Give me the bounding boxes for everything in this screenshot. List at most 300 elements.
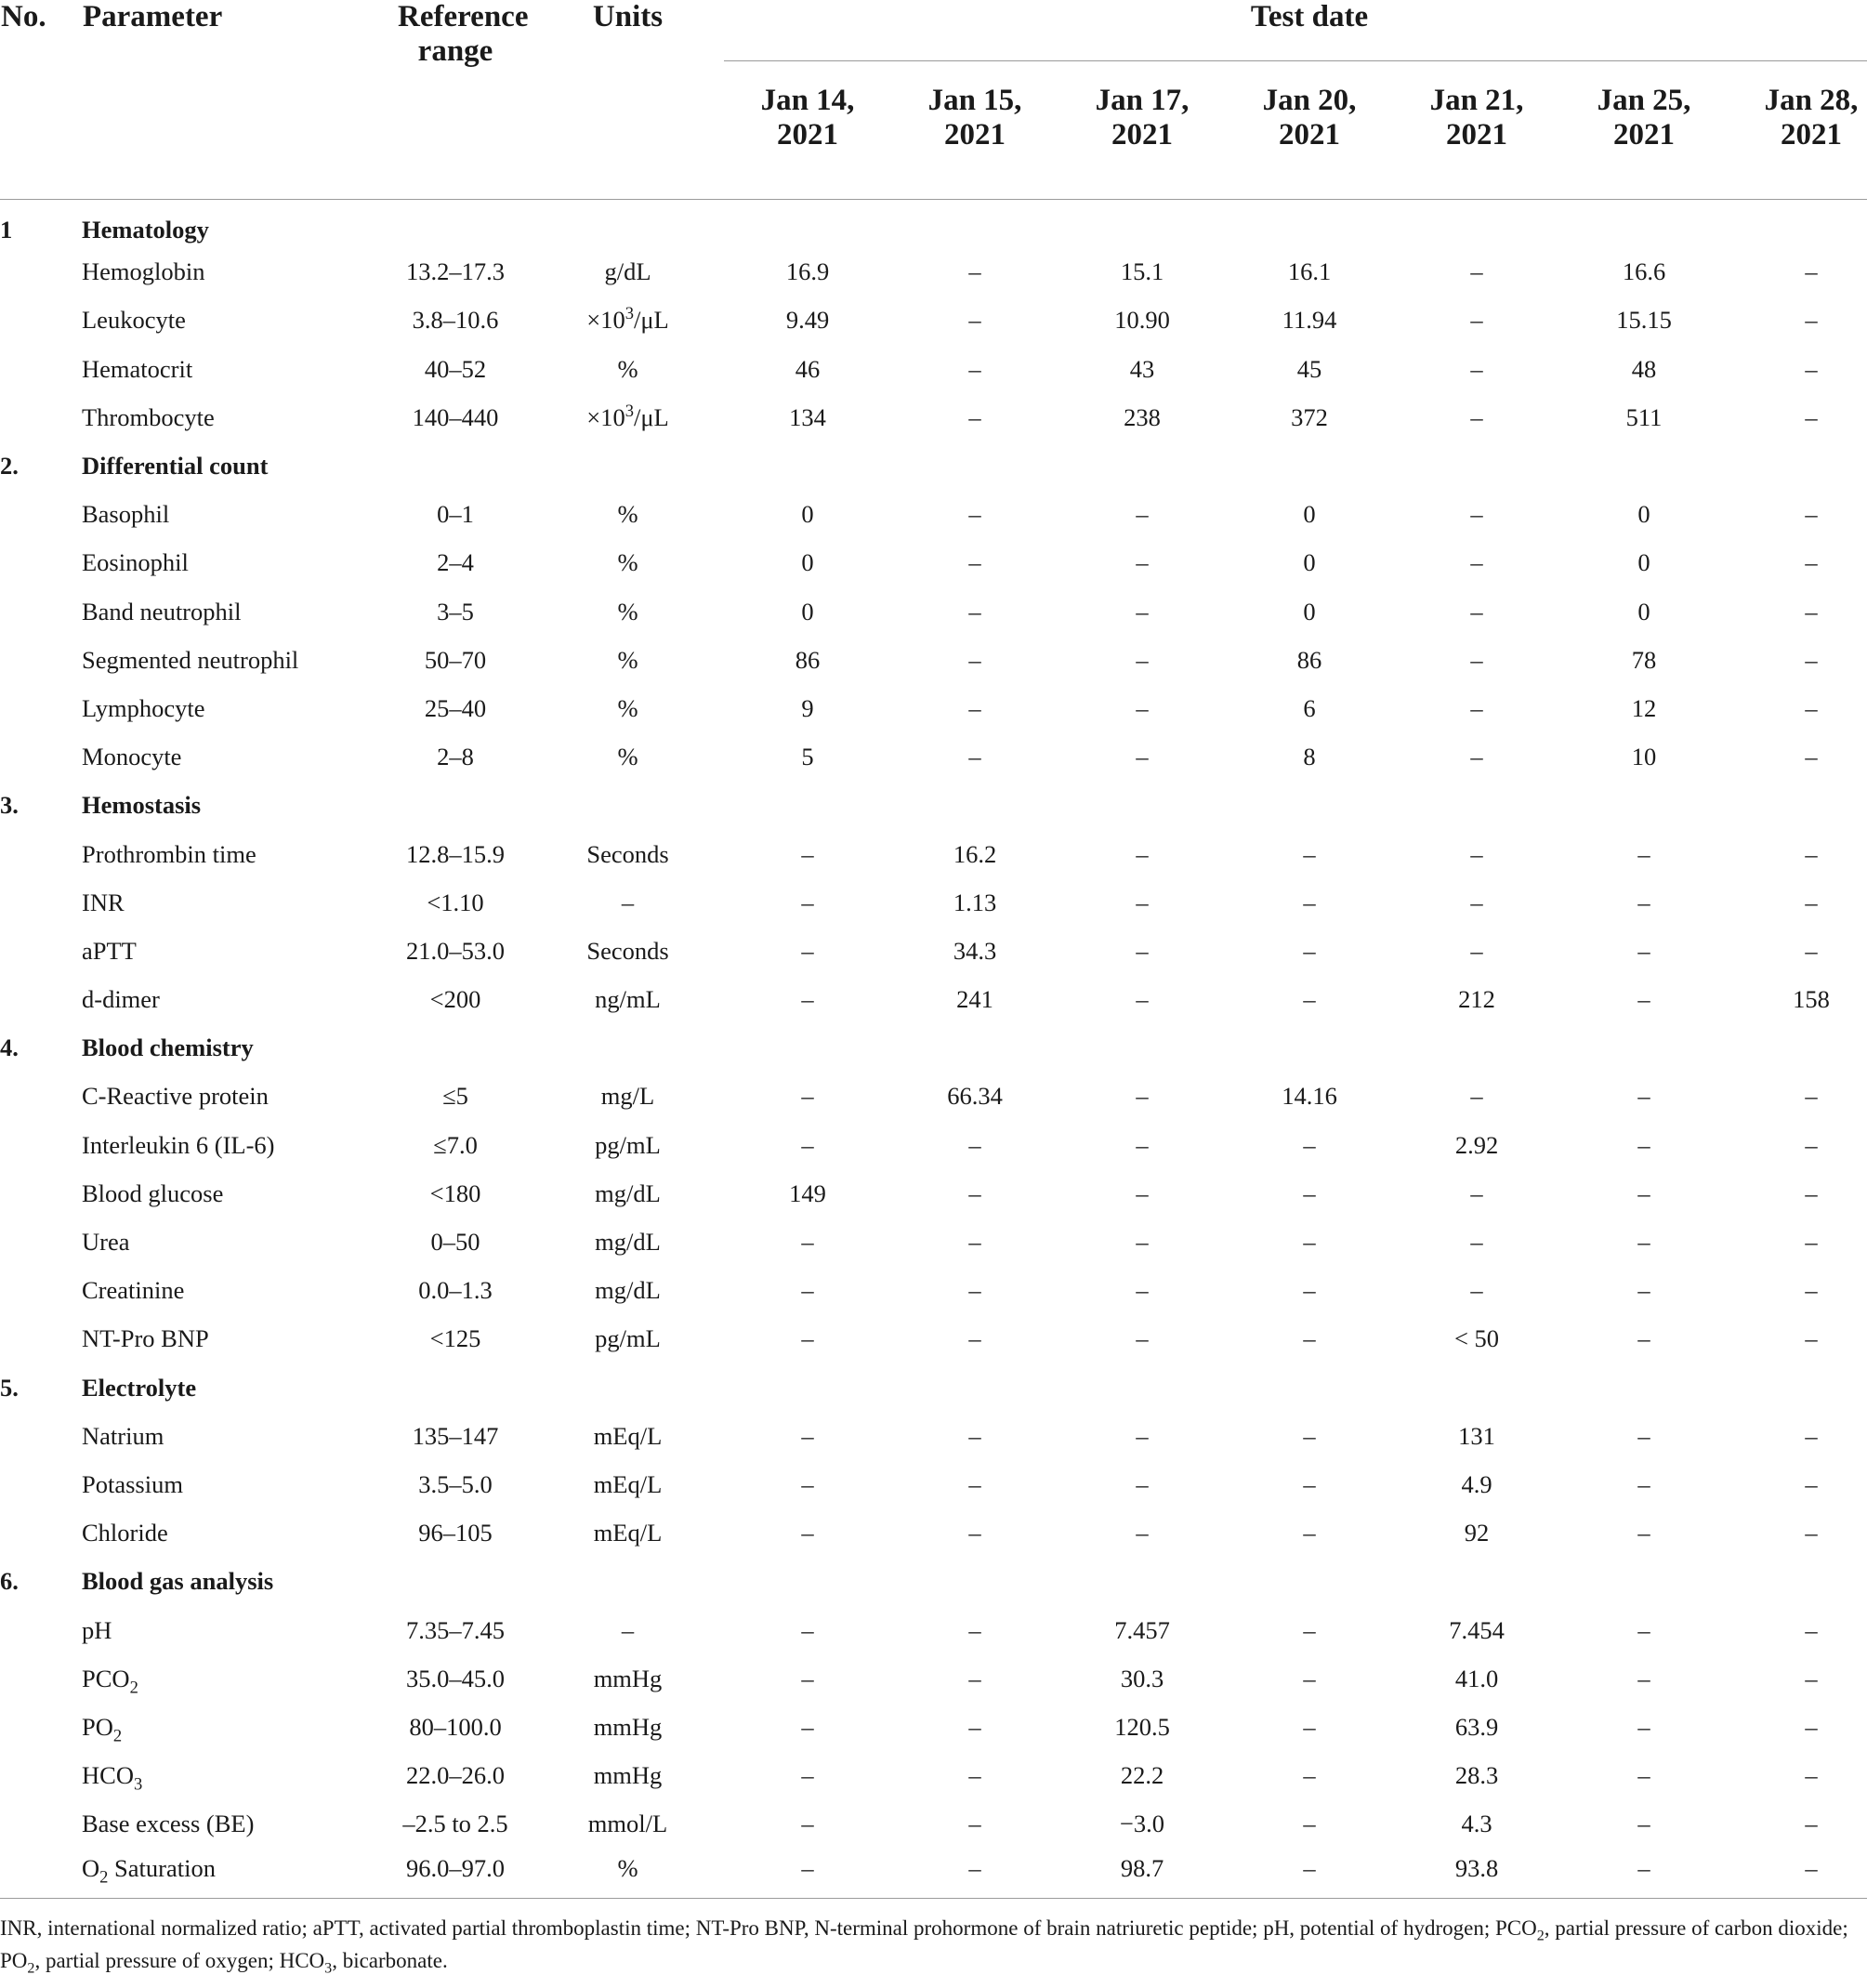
- value-cell: –: [1637, 1421, 1650, 1450]
- value-cell: 0: [801, 548, 814, 577]
- table-row: [0, 539, 1867, 587]
- value-cell: –: [1470, 888, 1483, 916]
- row-number: [0, 976, 82, 1024]
- value-cell: –: [1637, 1664, 1650, 1692]
- row-number: [0, 539, 82, 587]
- units-cell: %: [617, 354, 638, 383]
- value-cell: –: [1470, 306, 1483, 335]
- value-cell: –: [1470, 500, 1483, 529]
- header-date: Jan 21, 2021: [1393, 61, 1560, 200]
- value-cell: –: [1303, 1130, 1316, 1159]
- reference-range-cell: 96.0–97.0: [406, 1854, 505, 1883]
- section-row: [0, 441, 1867, 490]
- value-cell: –: [1303, 1421, 1316, 1450]
- reference-range-cell: 7.35–7.45: [406, 1615, 505, 1644]
- value-cell: 78: [1631, 645, 1657, 674]
- value-cell: –: [1637, 839, 1650, 868]
- units-cell: $\times 10^3/\mu L$: [586, 402, 669, 431]
- units-cell: %: [617, 500, 638, 529]
- value-cell: –: [801, 985, 814, 1014]
- table-row: [0, 587, 1867, 636]
- table-row: [0, 1752, 1867, 1800]
- value-cell: 93.8: [1454, 1854, 1499, 1883]
- row-number: [0, 927, 82, 975]
- value-cell: –: [1303, 936, 1316, 965]
- value-cell: –: [1805, 257, 1818, 286]
- units-cell: %: [617, 597, 638, 625]
- value-cell: –: [968, 645, 981, 674]
- value-cell: –: [1303, 1712, 1316, 1741]
- table-row: [0, 1412, 1867, 1460]
- value-cell: 4.9: [1461, 1469, 1492, 1498]
- parameter-cell: $O_2$ Saturation: [82, 1854, 216, 1888]
- value-cell: –: [1805, 1712, 1818, 1741]
- value-cell: 7.457: [1114, 1615, 1170, 1644]
- value-cell: 149: [789, 1178, 826, 1207]
- reference-range-cell: 96–105: [418, 1519, 493, 1547]
- value-cell: 16.6: [1622, 257, 1666, 286]
- value-cell: 2.92: [1454, 1130, 1499, 1159]
- section-title: Differential count: [82, 452, 269, 481]
- reference-range-cell: <125: [429, 1324, 481, 1353]
- units-cell: mmHg: [593, 1712, 663, 1741]
- reference-range-cell: 2–8: [437, 743, 474, 771]
- value-cell: –: [1136, 743, 1149, 771]
- value-cell: –: [1303, 888, 1316, 916]
- row-number: [0, 830, 82, 878]
- header-no: No.: [0, 0, 82, 200]
- value-cell: –: [1637, 1810, 1650, 1838]
- section-row: [0, 782, 1867, 830]
- value-cell: 30.3: [1120, 1664, 1164, 1692]
- table-row: [0, 1606, 1867, 1654]
- row-number: [0, 1460, 82, 1508]
- value-cell: 0: [1303, 548, 1316, 577]
- value-cell: –: [968, 743, 981, 771]
- parameter-cell: d-dimer: [82, 985, 160, 1014]
- row-number: [0, 1073, 82, 1121]
- reference-range-cell: 80–100.0: [409, 1712, 502, 1741]
- reference-range-cell: <180: [429, 1178, 481, 1207]
- parameter-cell: Lymphocyte: [82, 693, 205, 722]
- value-cell: –: [1637, 1712, 1650, 1741]
- value-cell: –: [1805, 1615, 1818, 1644]
- section-row: [0, 1363, 1867, 1412]
- value-cell: –: [1637, 1130, 1650, 1159]
- value-cell: –: [968, 548, 981, 577]
- value-cell: –: [968, 693, 981, 722]
- table-row: [0, 1654, 1867, 1703]
- table-row: [0, 248, 1867, 296]
- value-cell: 14.16: [1282, 1082, 1337, 1111]
- value-cell: –: [1805, 1469, 1818, 1498]
- value-cell: –: [1805, 1228, 1818, 1257]
- header-date: Jan 28, 2021: [1728, 61, 1867, 200]
- row-number: [0, 1509, 82, 1558]
- value-cell: 1.13: [953, 888, 997, 916]
- value-cell: 8: [1303, 743, 1316, 771]
- reference-range-cell: 135–147: [412, 1421, 499, 1450]
- section-row: [0, 200, 1867, 248]
- units-cell: –: [621, 1615, 635, 1644]
- row-number: [0, 296, 82, 345]
- section-title: Hemostasis: [82, 791, 202, 820]
- value-cell: 28.3: [1454, 1761, 1499, 1790]
- reference-range-cell: –2.5 to 2.5: [402, 1810, 508, 1838]
- value-cell: 0: [1637, 548, 1650, 577]
- reference-range-cell: 25–40: [424, 693, 487, 722]
- row-number: [0, 248, 82, 296]
- value-cell: 0: [1637, 500, 1650, 529]
- units-cell: %: [617, 743, 638, 771]
- value-cell: –: [1136, 1469, 1149, 1498]
- value-cell: –: [1805, 548, 1818, 577]
- value-cell: –: [1136, 985, 1149, 1014]
- value-cell: –: [1805, 888, 1818, 916]
- table-row: [0, 733, 1867, 782]
- section-number: 2.: [0, 452, 19, 481]
- value-cell: –: [1136, 1276, 1149, 1305]
- value-cell: –: [1136, 1082, 1149, 1111]
- value-cell: –: [1805, 306, 1818, 335]
- reference-range-cell: 21.0–53.0: [406, 936, 505, 965]
- parameter-cell: Base excess (BE): [82, 1810, 255, 1838]
- value-cell: –: [1303, 1276, 1316, 1305]
- value-cell: 86: [795, 645, 821, 674]
- table-row: [0, 1315, 1867, 1363]
- parameter-cell: $PO_2$: [82, 1712, 123, 1746]
- row-number: [0, 1849, 82, 1897]
- parameter-cell: Interleukin 6 (IL-6): [82, 1130, 275, 1159]
- value-cell: –: [1805, 402, 1818, 431]
- value-cell: –: [968, 1178, 981, 1207]
- table-row: [0, 636, 1867, 684]
- table-row: [0, 1121, 1867, 1169]
- value-cell: –: [968, 306, 981, 335]
- value-cell: –: [1136, 645, 1149, 674]
- value-cell: 43: [1129, 354, 1155, 383]
- parameter-cell: Band neutrophil: [82, 597, 242, 625]
- reference-range-cell: <200: [429, 985, 481, 1014]
- table-row: [0, 1073, 1867, 1121]
- value-cell: –: [1136, 888, 1149, 916]
- reference-range-cell: 13.2–17.3: [406, 257, 505, 286]
- value-cell: –: [1637, 1178, 1650, 1207]
- value-cell: –: [1805, 743, 1818, 771]
- value-cell: 11.94: [1282, 306, 1337, 335]
- parameter-cell: C-Reactive protein: [82, 1082, 269, 1111]
- units-cell: –: [621, 888, 635, 916]
- row-number: [0, 1412, 82, 1460]
- parameter-cell: Leukocyte: [82, 306, 186, 335]
- section-row: [0, 1024, 1867, 1073]
- row-number: [0, 636, 82, 684]
- row-number: [0, 733, 82, 782]
- parameter-cell: INR: [82, 888, 125, 916]
- section-row: [0, 1558, 1867, 1606]
- value-cell: –: [968, 1324, 981, 1353]
- parameter-cell: $PCO_2$: [82, 1664, 138, 1698]
- value-cell: –: [1470, 1276, 1483, 1305]
- value-cell: –: [968, 1810, 981, 1838]
- value-cell: –: [1136, 1519, 1149, 1547]
- value-cell: –: [1470, 354, 1483, 383]
- table-row: [0, 878, 1867, 927]
- table-row: [0, 1218, 1867, 1266]
- value-cell: –: [1303, 1761, 1316, 1790]
- row-number: [0, 393, 82, 441]
- value-cell: 16.2: [953, 839, 997, 868]
- units-cell: $\times 10^3/\mu L$: [586, 304, 669, 335]
- parameter-cell: Blood glucose: [82, 1178, 224, 1207]
- reference-range-cell: 0.0–1.3: [418, 1276, 493, 1305]
- value-cell: 134: [789, 402, 826, 431]
- value-cell: 86: [1296, 645, 1322, 674]
- value-cell: –: [1805, 1178, 1818, 1207]
- value-cell: –: [801, 1761, 814, 1790]
- value-cell: –: [1470, 1178, 1483, 1207]
- value-cell: –: [1136, 936, 1149, 965]
- value-cell: –: [1637, 985, 1650, 1014]
- units-cell: g/dL: [604, 257, 651, 286]
- value-cell: –: [1470, 645, 1483, 674]
- units-cell: mmHg: [593, 1664, 663, 1692]
- value-cell: 66.34: [947, 1082, 1003, 1111]
- value-cell: –: [1470, 597, 1483, 625]
- reference-range-cell: 3.8–10.6: [412, 306, 499, 335]
- row-number: [0, 1267, 82, 1315]
- reference-range-cell: 3.5–5.0: [418, 1469, 493, 1498]
- reference-range-cell: ≤7.0: [433, 1130, 478, 1159]
- value-cell: –: [801, 1615, 814, 1644]
- units-cell: mEq/L: [593, 1519, 663, 1547]
- value-cell: –: [801, 1469, 814, 1498]
- value-cell: –: [1805, 354, 1818, 383]
- value-cell: 511: [1625, 402, 1663, 431]
- value-cell: –: [1805, 936, 1818, 965]
- header-date: Jan 14, 2021: [724, 61, 891, 200]
- row-number: [0, 684, 82, 732]
- header-date: Jan 15, 2021: [891, 61, 1058, 200]
- reference-range-cell: 0–1: [437, 500, 474, 529]
- value-cell: –: [801, 1519, 814, 1547]
- header-units: Units: [532, 0, 724, 200]
- header-parameter: Parameter: [82, 0, 379, 200]
- units-cell: %: [617, 693, 638, 722]
- value-cell: –: [801, 1130, 814, 1159]
- value-cell: 92: [1464, 1519, 1490, 1547]
- value-cell: –: [1303, 1228, 1316, 1257]
- value-cell: < 50: [1453, 1324, 1500, 1353]
- section-number: 6.: [0, 1567, 19, 1596]
- section-title: Hematology: [82, 216, 209, 244]
- value-cell: –: [1136, 1421, 1149, 1450]
- parameter-cell: Hemoglobin: [82, 257, 205, 286]
- row-number: [0, 1752, 82, 1800]
- value-cell: –: [1470, 936, 1483, 965]
- value-cell: –: [968, 1615, 981, 1644]
- value-cell: –: [1637, 1761, 1650, 1790]
- section-number: 1: [0, 216, 13, 244]
- value-cell: –: [1470, 548, 1483, 577]
- value-cell: –: [1470, 743, 1483, 771]
- value-cell: –: [1805, 500, 1818, 529]
- value-cell: 158: [1793, 985, 1830, 1014]
- value-cell: –: [1805, 645, 1818, 674]
- reference-range-cell: 35.0–45.0: [406, 1664, 505, 1692]
- value-cell: –: [1637, 1228, 1650, 1257]
- value-cell: –: [968, 1130, 981, 1159]
- value-cell: –: [1637, 1615, 1650, 1644]
- section-number: 3.: [0, 791, 19, 820]
- value-cell: –: [1136, 500, 1149, 529]
- reference-range-cell: 3–5: [437, 597, 474, 625]
- value-cell: –: [1637, 1854, 1650, 1883]
- units-cell: pg/mL: [595, 1130, 661, 1159]
- value-cell: –: [968, 1519, 981, 1547]
- value-cell: –: [1303, 1615, 1316, 1644]
- table-row: [0, 1509, 1867, 1558]
- parameter-cell: Eosinophil: [82, 548, 189, 577]
- value-cell: 16.1: [1287, 257, 1332, 286]
- units-cell: mmHg: [593, 1761, 663, 1790]
- header-date: Jan 20, 2021: [1226, 61, 1393, 200]
- parameter-cell: Potassium: [82, 1469, 183, 1498]
- units-cell: mg/dL: [595, 1276, 661, 1305]
- table-row: [0, 927, 1867, 975]
- table-row: [0, 491, 1867, 539]
- table-row: [0, 1703, 1867, 1751]
- value-cell: –: [968, 1421, 981, 1450]
- value-cell: –: [1136, 839, 1149, 868]
- header-test-date: Test date: [724, 0, 1867, 61]
- value-cell: –: [1805, 1276, 1818, 1305]
- value-cell: –: [1470, 839, 1483, 868]
- value-cell: 15.15: [1616, 306, 1672, 335]
- value-cell: –: [1470, 1082, 1483, 1111]
- value-cell: 6: [1303, 693, 1316, 722]
- row-number: [0, 1606, 82, 1654]
- value-cell: –: [1805, 1519, 1818, 1547]
- value-cell: –: [1805, 693, 1818, 722]
- value-cell: 0: [801, 597, 814, 625]
- value-cell: –: [968, 1712, 981, 1741]
- header-date: Jan 25, 2021: [1560, 61, 1728, 200]
- value-cell: –: [1637, 1276, 1650, 1305]
- reference-range-cell: 50–70: [424, 645, 487, 674]
- table-body: [0, 200, 1867, 1898]
- value-cell: –: [1637, 1519, 1650, 1547]
- table-row: [0, 684, 1867, 732]
- value-cell: –: [1637, 1082, 1650, 1111]
- value-cell: –: [1805, 1130, 1818, 1159]
- table-row: [0, 830, 1867, 878]
- value-cell: –: [1303, 839, 1316, 868]
- row-number: [0, 1654, 82, 1703]
- value-cell: –: [1805, 1082, 1818, 1111]
- value-cell: 212: [1458, 985, 1495, 1014]
- row-number: [0, 345, 82, 393]
- value-cell: 0: [1303, 500, 1316, 529]
- value-cell: 9.49: [785, 306, 830, 335]
- value-cell: 46: [795, 354, 821, 383]
- value-cell: 22.2: [1120, 1761, 1164, 1790]
- value-cell: –: [968, 1276, 981, 1305]
- table-row: [0, 393, 1867, 441]
- row-number: [0, 1121, 82, 1169]
- section-title: Electrolyte: [82, 1373, 197, 1402]
- value-cell: –: [1303, 1469, 1316, 1498]
- reference-range-cell: 140–440: [412, 402, 499, 431]
- table-row: [0, 976, 1867, 1024]
- value-cell: –: [1637, 1324, 1650, 1353]
- value-cell: –: [1303, 1519, 1316, 1547]
- parameter-cell: $HCO_3$: [82, 1761, 143, 1795]
- value-cell: –: [1136, 1228, 1149, 1257]
- value-cell: 131: [1458, 1421, 1495, 1450]
- table-row: [0, 1460, 1867, 1508]
- value-cell: 7.454: [1449, 1615, 1505, 1644]
- units-cell: mmol/L: [587, 1810, 668, 1838]
- value-cell: –: [968, 597, 981, 625]
- row-number: [0, 491, 82, 539]
- table-row: [0, 1169, 1867, 1218]
- value-cell: –: [1470, 693, 1483, 722]
- units-cell: %: [617, 645, 638, 674]
- value-cell: –: [968, 500, 981, 529]
- row-number: [0, 1800, 82, 1849]
- header-date: Jan 17, 2021: [1058, 61, 1226, 200]
- units-cell: %: [617, 1854, 638, 1883]
- value-cell: −3.0: [1119, 1810, 1165, 1838]
- parameter-cell: Thrombocyte: [82, 402, 215, 431]
- parameter-cell: Monocyte: [82, 743, 182, 771]
- value-cell: 238: [1124, 402, 1161, 431]
- value-cell: –: [1805, 1810, 1818, 1838]
- value-cell: –: [1303, 1664, 1316, 1692]
- units-cell: Seconds: [586, 936, 669, 965]
- parameter-cell: Natrium: [82, 1421, 164, 1450]
- units-cell: mg/L: [600, 1082, 655, 1111]
- value-cell: –: [968, 1761, 981, 1790]
- value-cell: –: [1303, 1810, 1316, 1838]
- parameter-cell: Hematocrit: [82, 354, 193, 383]
- row-number: [0, 1315, 82, 1363]
- value-cell: –: [1805, 1664, 1818, 1692]
- units-cell: Seconds: [586, 839, 669, 868]
- value-cell: –: [1470, 1228, 1483, 1257]
- value-cell: –: [801, 1712, 814, 1741]
- table-header: [0, 0, 1867, 200]
- reference-range-cell: 40–52: [424, 354, 487, 383]
- section-title: Blood gas analysis: [82, 1567, 274, 1596]
- value-cell: 120.5: [1114, 1712, 1170, 1741]
- value-cell: 4.3: [1461, 1810, 1492, 1838]
- value-cell: –: [801, 1324, 814, 1353]
- reference-range-cell: 0–50: [430, 1228, 480, 1257]
- value-cell: –: [801, 1276, 814, 1305]
- value-cell: –: [968, 402, 981, 431]
- value-cell: –: [968, 1854, 981, 1883]
- value-cell: –: [1136, 597, 1149, 625]
- value-cell: 16.9: [785, 257, 830, 286]
- parameter-cell: pH: [82, 1615, 112, 1644]
- value-cell: –: [801, 1082, 814, 1111]
- table-row: [0, 296, 1867, 345]
- value-cell: –: [968, 257, 981, 286]
- header-reference-range: Reference range: [379, 0, 532, 200]
- value-cell: –: [1303, 1324, 1316, 1353]
